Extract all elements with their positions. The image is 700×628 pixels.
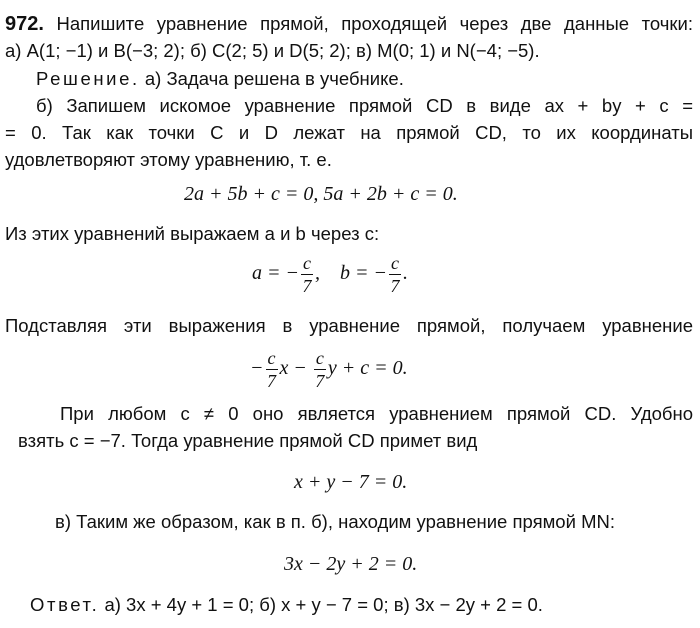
fraction-c-over-7: $\frac{c}{7}$ [315, 348, 325, 391]
fraction-equations: a = − $\frac{c}{7}$ , b = − $\frac{c}{7}$ . [252, 253, 408, 296]
part-a-text: а) Задача решена в учебнике. [144, 68, 404, 89]
choose-line-2: взять c = −7. Тогда уравнение прямой CD примет вид [18, 430, 478, 451]
equation-mn: 3x − 2y + 2 = 0. [284, 553, 418, 575]
solution-part-a [36, 68, 404, 90]
equation-cd: x + y − 7 = 0. [294, 471, 408, 493]
choose-line-1: При любом c ≠ 0 оно является уравнением прямой CD. Удобно [60, 403, 693, 424]
part-b-line-1: б) Запишем искомое уравнение прямой CD в виде ax + by + c = [36, 95, 693, 116]
part-c-line: в) Таким же образом, как в п. б), находим уравнение прямой MN: [55, 511, 615, 532]
fraction-c-over-7: $\frac{c}{7}$ [302, 253, 312, 296]
answer-text: а) 3x + 4y + 1 = 0; б) x + y − 7 = 0; в) 3x − 2y + 2 = 0. [104, 594, 543, 615]
fraction-c-over-7: $\frac{c}{7}$ [267, 348, 276, 391]
part-b-line-3: удовлетворяют этому уравнению, т. е. [5, 149, 332, 170]
problem-statement [5, 12, 693, 36]
problem-points: а) A(1; −1) и B(−3; 2); б) C(2; 5) и D(5; 2); в) M(0; 1) и N(−4; −5). [5, 40, 540, 61]
answer-line [30, 594, 543, 616]
solution-label: Решение. [36, 68, 140, 89]
part-b-line-2: = 0. Так как точки C и D лежат на прямой CD, то их координаты [5, 122, 693, 143]
problem-text: Напишите уравнение прямой, проходящей через две данные точки: [56, 13, 694, 34]
answer-label: Ответ. [30, 594, 100, 615]
substitute-line: Подставляя эти выражения в уравнение прямой, получаем уравнение [5, 315, 693, 336]
express-line: Из этих уравнений выражаем a и b через c: [5, 223, 380, 244]
eq-b-lhs: b = − [340, 262, 387, 285]
problem-number: 972. [5, 13, 44, 35]
fraction-c-over-7: $\frac{c}{7}$ [390, 253, 400, 296]
eq-a-lhs: a = − [252, 262, 299, 285]
equation-system: 2a + 5b + c = 0, 5a + 2b + c = 0. [184, 183, 458, 205]
line-equation-c: − $\frac{c}{7}$ x − $\frac{c}{7}$ y + c = 0. [250, 348, 408, 391]
